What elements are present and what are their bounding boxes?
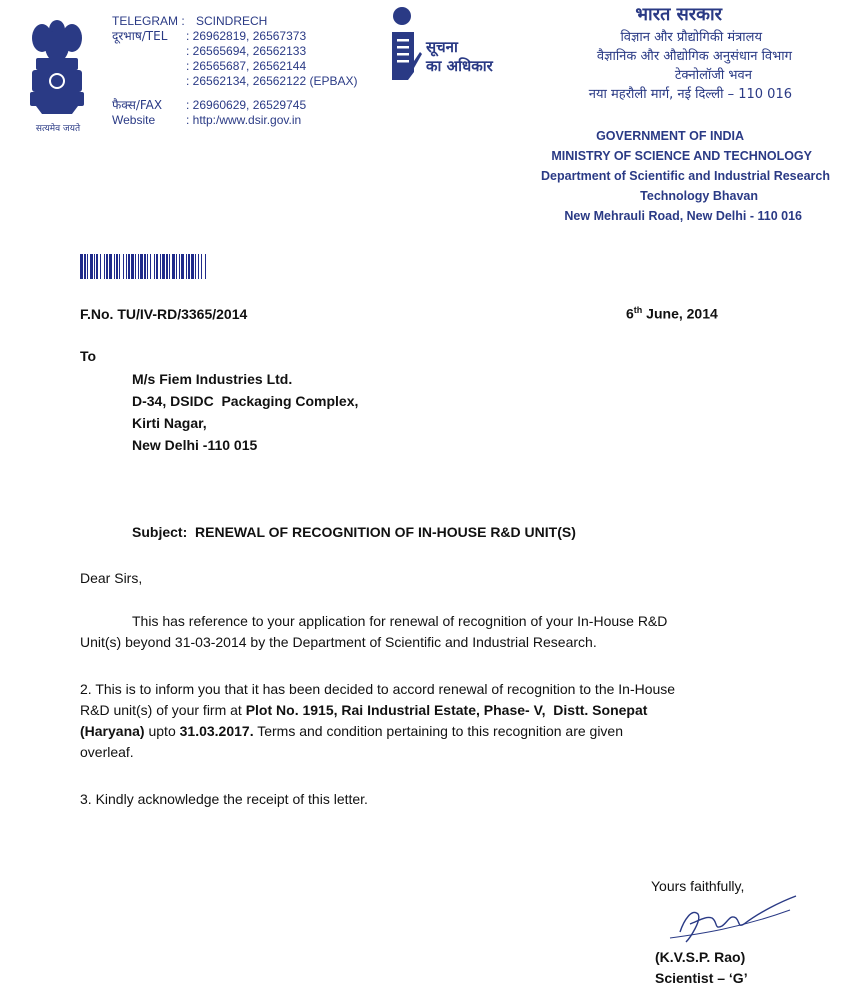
para1-line-2: Unit(s) beyond 31-03-2014 by the Department of Scientific and Industrial Research. <box>80 634 597 650</box>
para2-line-1: 2. This is to inform you that it has been decided to accord renewal of recognition to the In-House <box>80 681 676 697</box>
barcode <box>80 254 312 279</box>
para2-line-2 <box>80 700 800 721</box>
hindi-line-1: भारत सरकार <box>635 4 722 25</box>
validity-date: 31.03.2017. <box>179 723 254 739</box>
para2-line-4: overleaf. <box>80 744 134 760</box>
para2-state: (Haryana) <box>80 723 145 739</box>
para2-line-3 <box>80 721 800 742</box>
paragraph-2 <box>80 679 800 763</box>
english-line-2: MINISTRY OF SCIENCE AND TECHNOLOGY <box>551 149 812 163</box>
rti-text <box>426 38 493 76</box>
para2-line-2-a: R&D unit(s) of your firm at <box>80 702 246 718</box>
contact-label-telegram: TELEGRAM : <box>112 14 185 28</box>
closing: Yours faithfully, <box>651 878 745 894</box>
subject-line <box>132 522 576 543</box>
address-line-1: M/s Fiem Industries Ltd. <box>132 371 293 387</box>
to-label: To <box>80 348 97 364</box>
signatory-designation: Scientist – ‘G’ <box>655 970 748 986</box>
signatory-name: (K.V.S.P. Rao) <box>655 949 746 965</box>
para2-line-3-rest: Terms and condition pertaining to this recognition are given <box>253 723 624 739</box>
subject-label: Subject: <box>132 524 188 540</box>
signature <box>640 890 810 950</box>
recipient-address <box>132 368 358 456</box>
english-line-4: Technology Bhavan <box>640 189 758 203</box>
para2-upto: upto <box>144 723 180 739</box>
hindi-line-4: टेक्नोलॉजी भवन <box>674 68 752 83</box>
salutation: Dear Sirs, <box>80 570 143 586</box>
contact-value-fax: : 26960629, 26529745 <box>186 98 307 112</box>
plot-address: Plot No. 1915, Rai Industrial Estate, Phase- V, Distt. Sonepat <box>245 702 648 718</box>
rti-line-2: का अधिकार <box>426 57 493 75</box>
contact-label-fax: फैक्स/FAX <box>112 98 163 112</box>
english-line-1: GOVERNMENT OF INDIA <box>596 129 744 143</box>
address-line-2: D-34, DSIDC Packaging Complex, <box>132 393 359 409</box>
rti-line-1: सूचना <box>426 38 458 56</box>
contact-value-tel-2: : 26565694, 26562133 <box>186 44 307 58</box>
website-link[interactable]: : http:/www.dsir.gov.in <box>186 113 302 127</box>
paragraph-1 <box>80 611 780 653</box>
date-day: 6 <box>626 305 634 322</box>
contact-value-tel-3: : 26565687, 26562144 <box>186 59 307 73</box>
hindi-line-5: नया महरौली मार्ग, नई दिल्ली – 110 016 <box>588 87 792 102</box>
emblem-caption: सत्यमेव जयते <box>35 124 81 134</box>
english-line-5: New Mehrauli Road, New Delhi - 110 016 <box>564 209 802 223</box>
rti-logo-icon <box>388 4 424 84</box>
hindi-line-2: विज्ञान और प्रौद्योगिकी मंत्रालय <box>620 30 762 45</box>
ministry-hindi-block <box>502 2 802 104</box>
hindi-line-3: वैज्ञानिक और औद्योगिक अनुसंधान विभाग <box>596 49 792 64</box>
english-line-3: Department of Scientific and Industrial Research <box>541 169 830 183</box>
subject-text: RENEWAL OF RECOGNITION OF IN-HOUSE R&D UNIT(S) <box>195 524 576 540</box>
date-suffix: th <box>633 305 643 315</box>
contact-label-website: Website <box>112 113 156 127</box>
ministry-english-block <box>470 126 830 226</box>
contact-value-telegram: SCINDRECH <box>196 14 268 28</box>
file-number: F.No. TU/IV-RD/3365/2014 <box>80 306 248 322</box>
contact-label-tel: दूरभाष/TEL <box>112 29 168 43</box>
contact-value-tel-4: : 26562134, 26562122 (EPBAX) <box>186 74 358 88</box>
date-rest: June, 2014 <box>642 305 718 322</box>
contact-value-tel-1: : 26962819, 26567373 <box>186 29 307 43</box>
address-line-3: Kirti Nagar, <box>132 415 207 431</box>
emblem-icon <box>22 8 92 123</box>
paragraph-3: 3. Kindly acknowledge the receipt of this letter. <box>80 791 368 807</box>
contact-block <box>112 14 392 134</box>
letter-date <box>626 300 718 325</box>
address-line-4: New Delhi -110 015 <box>132 437 258 453</box>
para1-line-1: This has reference to your application for renewal of recognition of your In-House R&D <box>132 613 668 629</box>
